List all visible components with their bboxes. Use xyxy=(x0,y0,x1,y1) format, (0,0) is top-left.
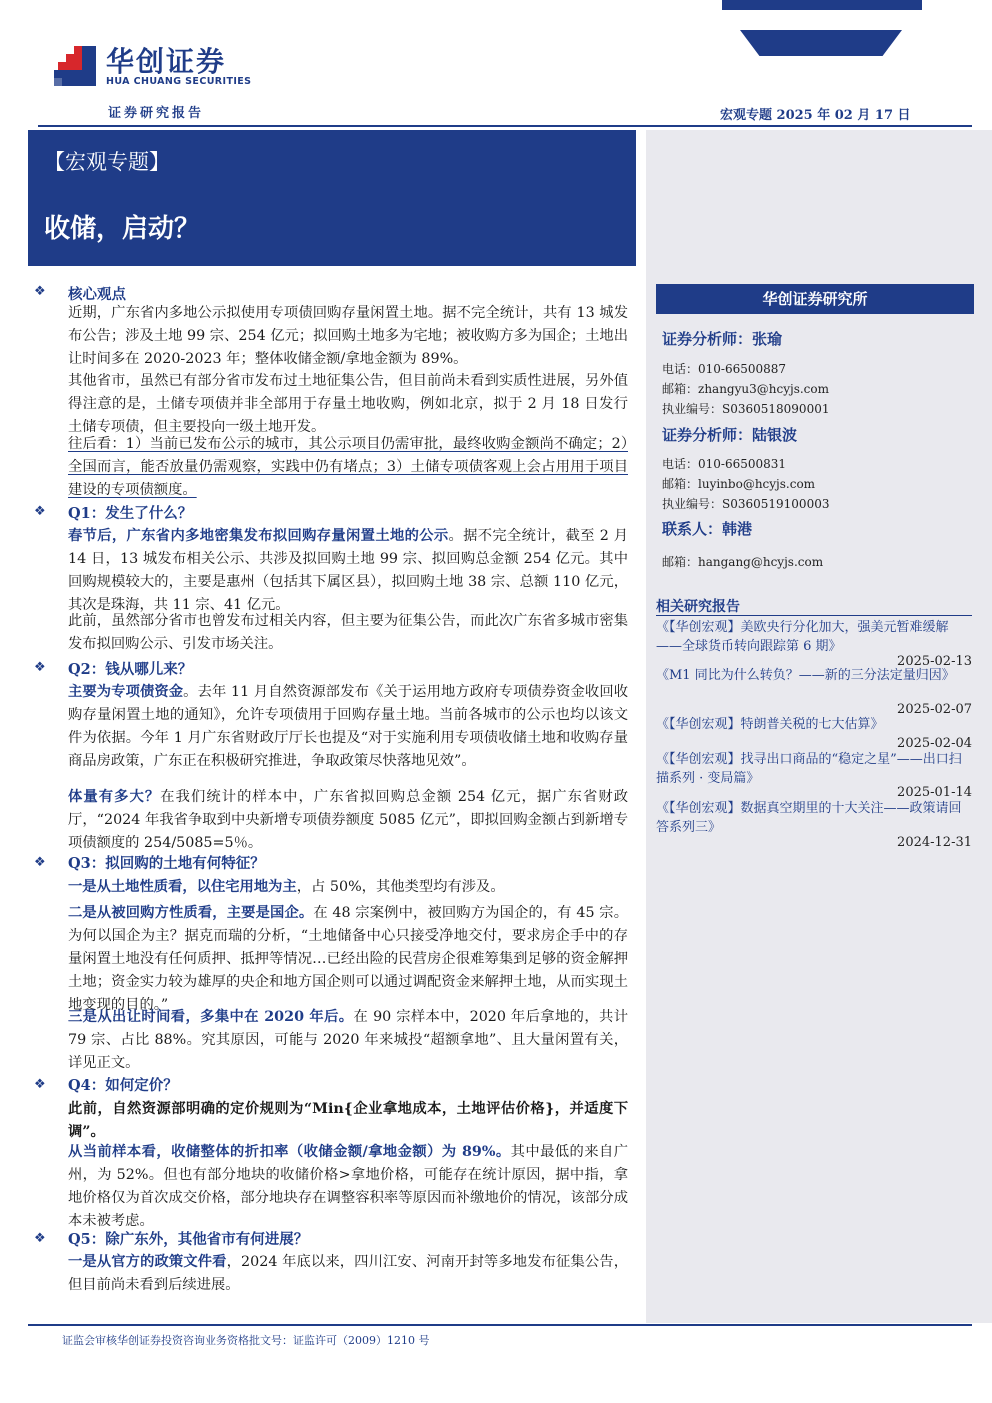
related-report-title[interactable]: 《M1 同比为什么转负？——新的三分法定量归因》 xyxy=(656,668,955,683)
banner-tag: 【宏观专题】 xyxy=(44,150,170,174)
related-report-date: 2024-12-31 xyxy=(897,835,972,850)
analyst-license-2: 执业编号：S0360519100003 xyxy=(662,497,830,511)
q3-p1-text: ，占 50%，其他类型均有涉及。 xyxy=(296,879,505,895)
q4-p2-text: 其中最低的来自广州，为 52%。但也有部分地块的收储价格>拿地价格，可能存在统计原因，据中指，拿地价格仅为首次成交价格，部分地块存在调整容积率等原因而补缴地价的情况，该部分成本未被考虑。 xyxy=(68,1144,628,1229)
core-paragraph-1: 近期，广东省内多地公示拟使用专项债回购存量闲置土地。据不完全统计，共有 13 城发布公告；涉及土地 99 宗、254 亿元；拟回购土地多为宅地；被收购方多为国企；土地出让时间多在 2020-2023 年；整体收储金额/拿地金额为 89%。 xyxy=(68,305,628,367)
q1-p1-text: 。据不完全统计，截至 2 月 14 日，13 城发布相关公示、共涉及拟回购土地 99 宗、拟回购总金额 254 亿元。其中回购规模较大的，主要是惠州（包括其下属区县），拟回购土地 38 宗、总额 110 亿元，其次是珠海，共 11 宗、41 亿元。 xyxy=(68,528,629,613)
q1-paragraph-2: 此前，虽然部分省市也曾发布过相关内容，但主要为征集公告，而此次广东省多城市密集发布拟回购公示、引发市场关注。 xyxy=(68,613,628,652)
q2-p1-bold: 主要为专项债资金 xyxy=(68,684,184,700)
report-type-label: 证券研究报告 xyxy=(108,106,205,121)
related-report-date: 2025-02-04 xyxy=(897,736,972,751)
related-report-date: 2025-01-14 xyxy=(897,785,972,800)
q3-p3-text: 在 90 宗样本中，2020 年后拿地的，共计 79 宗、占比 88%。究其原因，可能与 2020 年来城投“超额拿地”、且大量闲置有关，详见正文。 xyxy=(68,1009,628,1071)
q1-paragraph-1 xyxy=(68,525,628,617)
section-heading-q2: Q2：钱从哪儿来？ xyxy=(68,661,193,678)
logo-english-name: HUA CHUANG SECURITIES xyxy=(106,76,252,87)
analyst-email-2[interactable]: 邮箱：luyinbo@hcyjs.com xyxy=(662,477,816,491)
huachuang-logo-icon xyxy=(52,44,98,88)
q4-paragraph-2 xyxy=(68,1141,628,1233)
q1-p1-bold: 春节后，广东省内多地密集发布拟回购存量闲置土地的公示 xyxy=(68,528,449,544)
contact-email[interactable]: 邮箱：hangang@hcyjs.com xyxy=(662,555,824,569)
q5-p1-text: ，2024 年底以来，四川江安、河南开封等多地发布征集公告，但目前尚未看到后续进展。 xyxy=(68,1254,628,1293)
diamond-bullet-icon: ❖ xyxy=(34,1077,46,1092)
q4-p2-bold: 从当前样本看，收储整体的折扣率（收储金额/拿地金额）为 89%。 xyxy=(68,1144,511,1160)
logo-chinese-name: 华创证券 xyxy=(106,45,227,78)
section-heading-q4: Q4：如何定价？ xyxy=(68,1077,178,1094)
core-paragraph-3: 往后看：1）当前已发布公示的城市，其公示项目仍需审批，最终收购金额尚不确定；2）全国而言，能否放量仍需观察，实践中仍有堵点；3）土储专项债客观上会占用用于项目建设的专项债额度。 xyxy=(68,436,628,498)
report-category-date: 宏观专题 2025 年 02 月 17 日 xyxy=(720,108,911,123)
related-report-title[interactable]: 《【华创宏观】找寻出口商品的“稳定之星”——出口扫描系列 · 变局篇》 xyxy=(656,752,962,786)
related-reports-divider xyxy=(656,615,972,616)
contact-name: 联系人：韩港 xyxy=(662,520,753,538)
related-reports-heading: 相关研究报告 xyxy=(656,599,740,615)
related-report-title[interactable]: 《【华创宏观】美欧央行分化加大，强美元暂难缓解——全球货币转向跟踪第 6 期》 xyxy=(656,620,949,654)
q5-paragraph-1 xyxy=(68,1251,628,1297)
analyst-license-1: 执业编号：S0360518090001 xyxy=(662,402,830,416)
q3-p2-text: 在 48 宗案例中，被回购方为国企的，有 45 宗。为何以国企为主？据克而瑞的分析，“土地储备中心只接受净地交付，要求房企手中的存量闲置土地没有任何质押、抵押等情况…已经出险的民营房企很难筹集到足够的资金解押土地；资金实力较为雄厚的央企和地方国企则可以通过调配资金来解押土地，从而实现土地变现的目的。” xyxy=(68,905,629,1013)
diamond-bullet-icon: ❖ xyxy=(34,284,46,299)
q3-p2-bold: 二是从被回购方性质看，主要是国企。 xyxy=(68,905,314,921)
q2-p1-text: 。去年 11 月自然资源部发布《关于运用地方政府专项债券资金收回收购存量闲置土地的通知》，允许专项债用于回购存量土地。当前各城市的公示也均以该文件为依据。今年 1 月广东省财政厅厅长也提及“对于实施利用专项债收储土地和收购存量商品房政策，广东正在积极研究推进，争取政策尽快落地见效”。 xyxy=(68,684,629,769)
header-divider xyxy=(38,125,972,127)
q2-p2-bold: 体量有多大？ xyxy=(68,789,161,805)
related-report-date: 2025-02-07 xyxy=(897,702,972,717)
diamond-bullet-icon: ❖ xyxy=(34,855,46,870)
related-report-title[interactable]: 《【华创宏观】特朗普关税的七大估算》 xyxy=(656,717,884,732)
q4-paragraph-1: 此前，自然资源部明确的定价规则为“Min{企业拿地成本，土地评估价格}，并适度下调”。 xyxy=(68,1101,628,1140)
q2-paragraph-2 xyxy=(68,786,628,855)
q2-paragraph-1 xyxy=(68,681,628,773)
core-paragraph-2: 其他省市，虽然已有部分省市发布过土地征集公告，但目前尚未看到实质性进展，另外值得注意的是，土储专项债并非全部用于存量土地收购，例如北京，拟于 2 月 18 日发行土储专项债，但主要投向一级土地开发。 xyxy=(68,373,628,435)
footer-license-text: 证监会审核华创证券投资咨询业务资格批文号：证监许可（2009）1210 号 xyxy=(62,1334,430,1347)
section-heading-q5: Q5：除广东外，其他省市有何进展？ xyxy=(68,1231,309,1248)
related-report-title[interactable]: 《【华创宏观】数据真空期里的十大关注——政策请回答系列三》 xyxy=(656,801,962,835)
analyst-phone-2: 电话：010-66500831 xyxy=(662,457,787,471)
analyst-name-2: 证券分析师：陆银波 xyxy=(662,426,798,444)
q3-p1-bold: 一是从土地性质看，以住宅用地为主 xyxy=(68,879,297,895)
institute-header: 华创证券研究所 xyxy=(656,284,974,314)
q3-paragraph-3 xyxy=(68,1006,628,1075)
diamond-bullet-icon: ❖ xyxy=(34,1231,46,1246)
title-banner xyxy=(28,130,636,266)
diamond-bullet-icon: ❖ xyxy=(34,504,46,519)
section-heading-core: 核心观点 xyxy=(68,286,126,303)
page-title: 收储，启动？ xyxy=(44,214,201,244)
top-decor-trapezoid xyxy=(740,30,902,56)
related-report-date: 2025-02-13 xyxy=(897,654,972,669)
top-decor-bar xyxy=(722,0,922,10)
q3-paragraph-1 xyxy=(68,876,628,899)
analyst-email-1[interactable]: 邮箱：zhangyu3@hcyjs.com xyxy=(662,382,830,396)
section-heading-q3: Q3：拟回购的土地有何特征？ xyxy=(68,855,265,872)
section-heading-q1: Q1：发生了什么？ xyxy=(68,505,193,522)
q3-p3-bold: 三是从出让时间看，多集中在 2020 年后。 xyxy=(68,1009,354,1025)
diamond-bullet-icon: ❖ xyxy=(34,660,46,675)
q2-p2-text: 在我们统计的样本中，广东省拟回购总金额 254 亿元，据广东省财政厅，“2024 年我省争取到中央新增专项债券额度 5085 亿元”，即拟回购金额占到新增专项债额度的 254/5085=5％。 xyxy=(68,789,629,851)
q5-p1-bold: 一是从官方的政策文件看 xyxy=(68,1254,227,1270)
q3-paragraph-2 xyxy=(68,902,628,1017)
analyst-phone-1: 电话：010-66500887 xyxy=(662,362,787,376)
footer-divider xyxy=(28,1324,972,1326)
analyst-name-1: 证券分析师：张瑜 xyxy=(662,330,783,348)
